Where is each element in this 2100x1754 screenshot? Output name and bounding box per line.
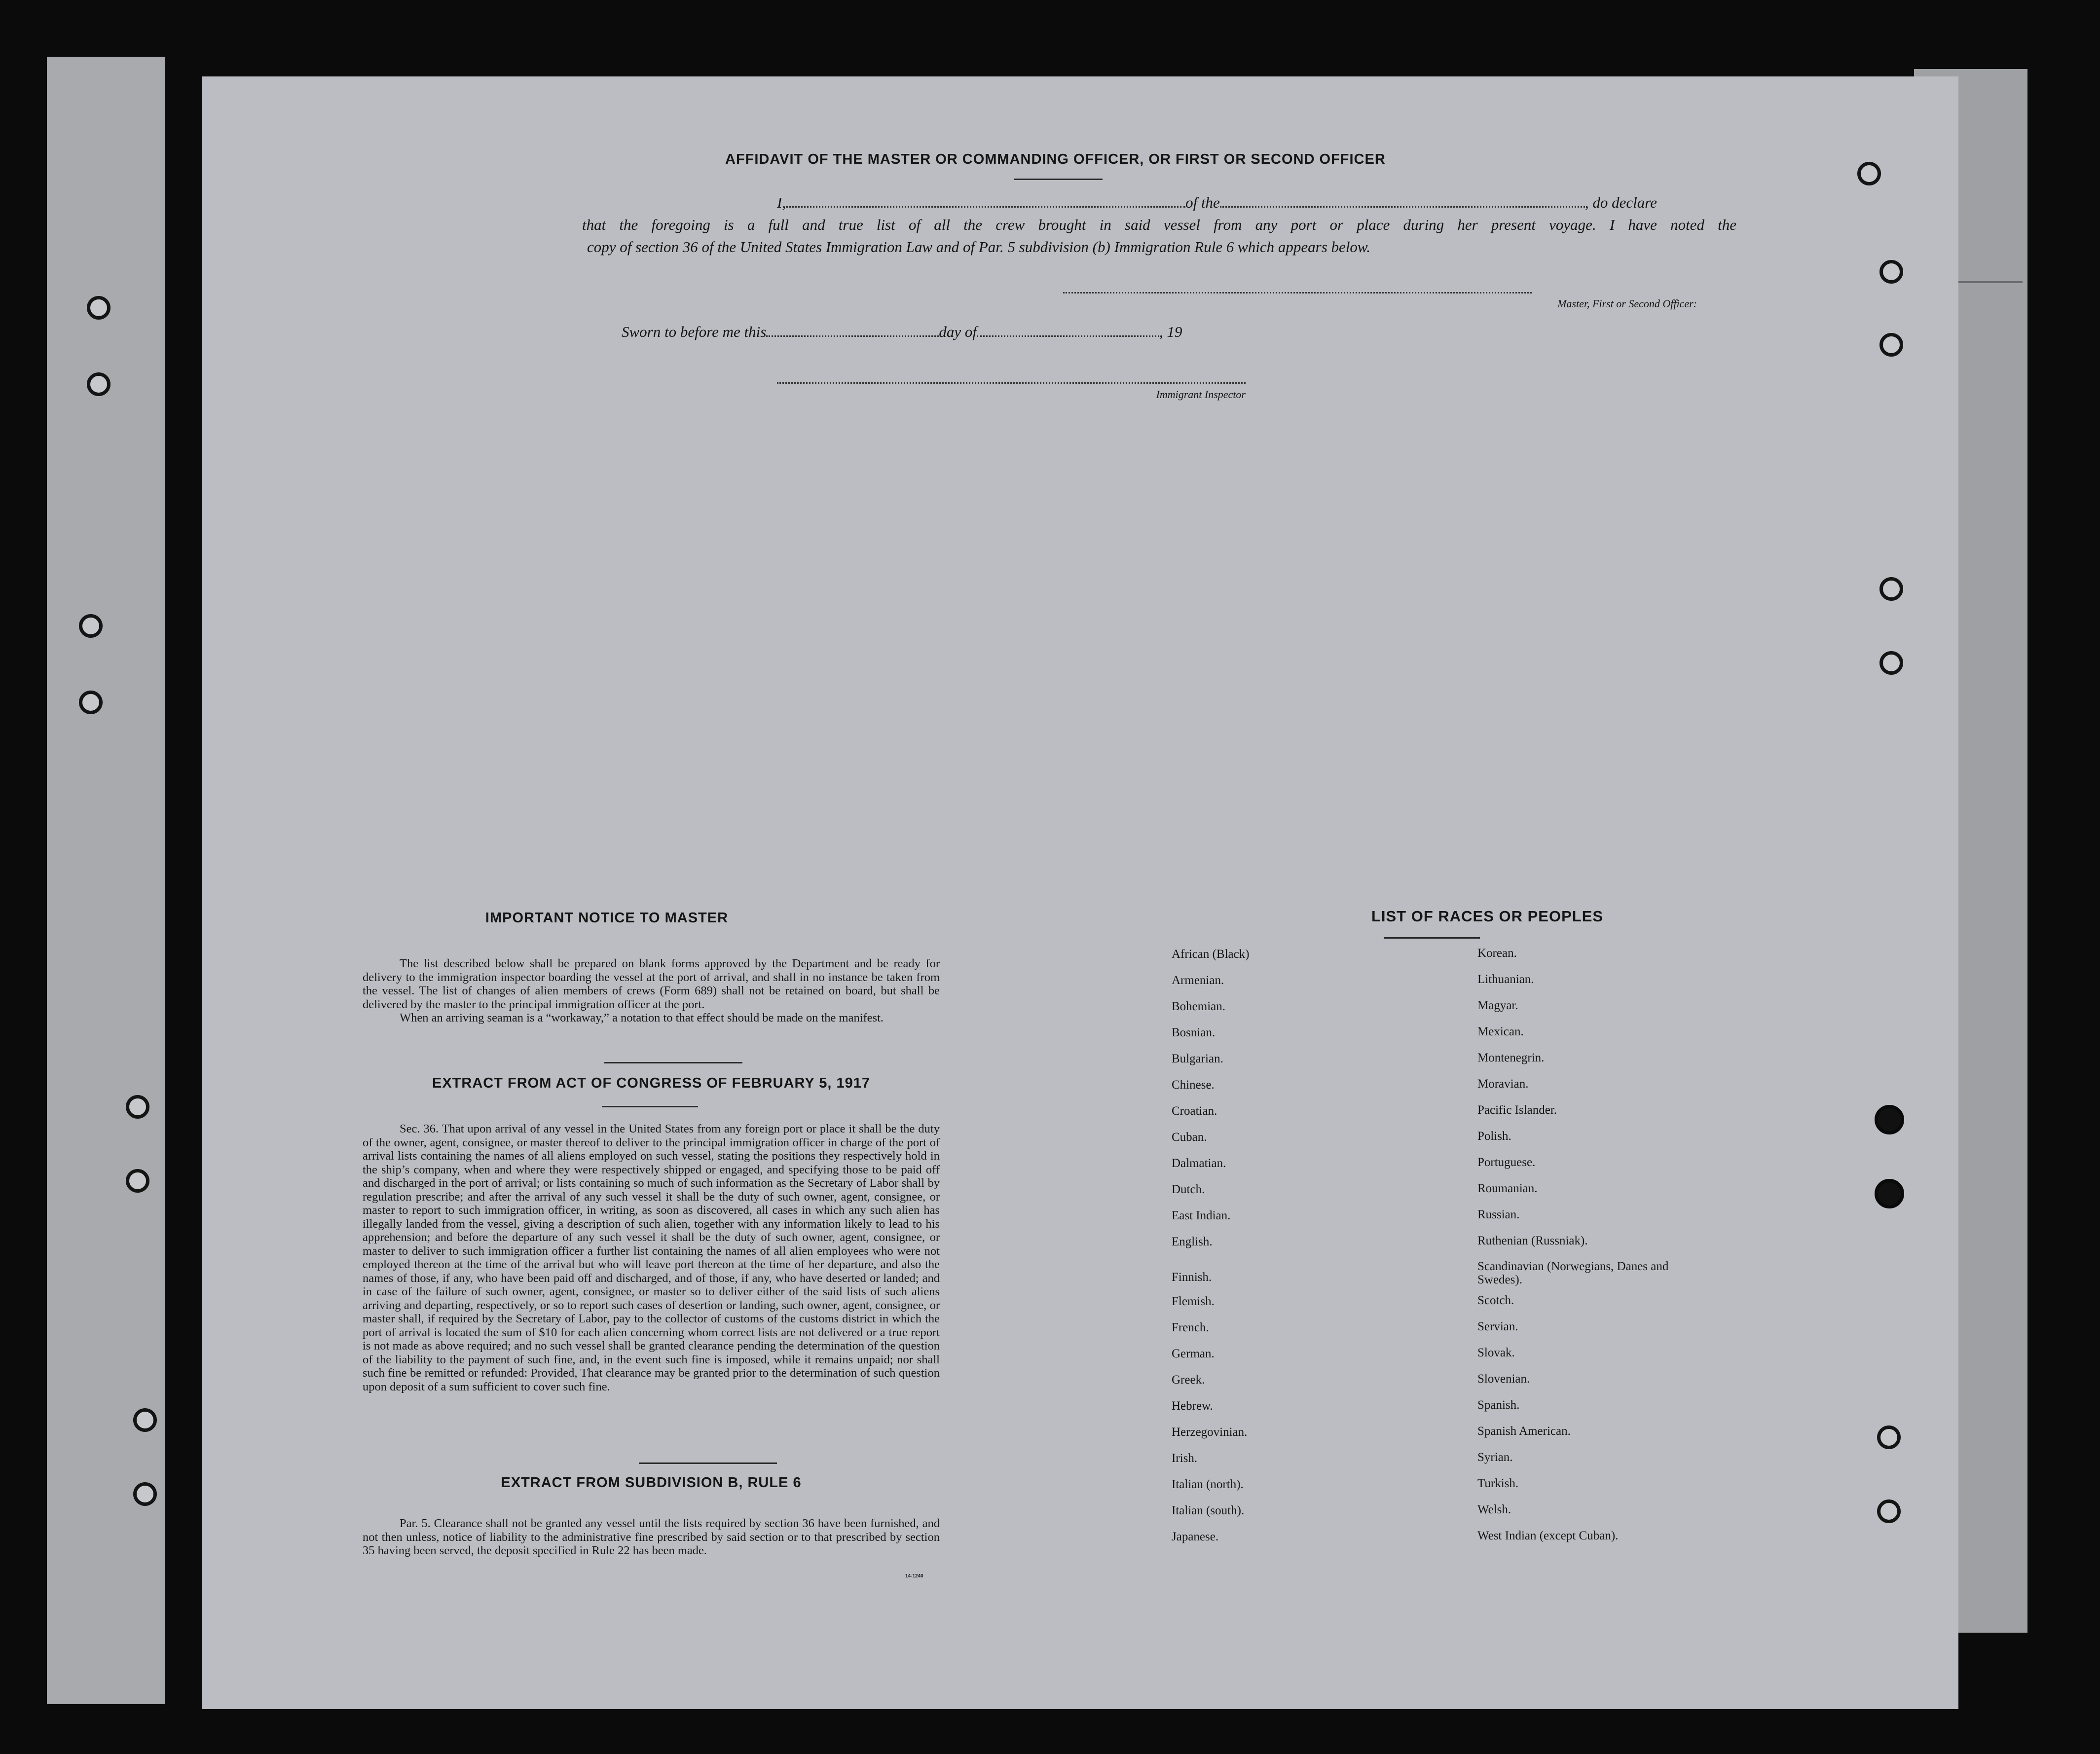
race-item: Italian (south). xyxy=(1172,1504,1245,1517)
sworn-month-field[interactable] xyxy=(977,335,1159,337)
extract-rule-body xyxy=(363,1517,940,1558)
divider xyxy=(602,1106,698,1107)
extract-act-title: EXTRACT FROM ACT OF CONGRESS OF FEBRUARY 5, 1917 xyxy=(432,1075,871,1091)
race-item: Lithuanian. xyxy=(1477,973,1534,986)
race-item: French. xyxy=(1172,1321,1209,1334)
vessel-field[interactable] xyxy=(1220,206,1585,208)
divider xyxy=(1384,937,1480,939)
affidavit-title: AFFIDAVIT OF THE MASTER OR COMMANDING OFFICER, OR FIRST OR SECOND OFFICER xyxy=(725,151,1386,167)
race-item: Servian. xyxy=(1477,1320,1518,1333)
section-36-text: Sec. 36. That upon arrival of any vessel in the United States from any foreign port or place it shall be the duty of the owner, agent, consignee, or master thereof to deliver to the principal immigration officer in charge of the port of arrival lists containing the names of all aliens employed on such vessel, stating the positions they respectively hold in the ship’s company, when and where they were respectively shipped or engaged, and specifying those to be paid off and discharged in the port of arrival; or lists containing so much of such information as the Secretary of Labor shall by regulation prescribe; and after the arrival of any such vessel it shall be the duty of such owner, agent, consignee, or master to report to such immigration officer, in writing, as soon as discovered, all cases in which any such alien has illegally landed from the vessel, giving a description of such alien, together with any information likely to lead to his apprehension; and before the departure of any such vessel it shall be the duty of such owner, agent, consignee, or master to deliver to such immigration officer a further list containing the names of all alien employees who were not employed thereon at the time of the arrival but who will leave port thereon at the time of her departure, and also the names of those, if any, who have been paid off and discharged, and of those, if any, who have deserted or landed; and in case of the failure of such owner, agent, consignee, or master so to deliver either of the said lists of such aliens arriving and departing, respectively, or so to report such cases of desertion or landing, such owner, agent, consignee, or master shall, if required by the Secretary of Labor, pay to the collector of customs of the customs district in which the port of arrival is located the sum of $10 for each alien concerning whom correct lists are not delivered or a true report is not made as above required; and no such vessel shall be granted clearance pending the determination of the question of the liability to the payment of such fine, and, in the event such fine is imposed, while it remains unpaid; nor shall such fine be remitted or refunded: Provided, That clearance may be granted prior to the determination of such question upon deposit of a sum sufficient to cover such fine. xyxy=(363,1122,940,1393)
race-item: Italian (north). xyxy=(1172,1478,1244,1491)
binder-hole xyxy=(133,1408,157,1432)
binder-hole xyxy=(126,1169,149,1193)
binder-hole xyxy=(1877,1425,1901,1449)
binder-hole xyxy=(133,1482,157,1506)
race-item: Ruthenian (Russniak). xyxy=(1477,1234,1588,1247)
binder-hole xyxy=(1879,260,1903,284)
race-item: Russian. xyxy=(1477,1208,1520,1221)
manifest-page xyxy=(202,76,1958,1709)
race-item: Slovak. xyxy=(1477,1346,1515,1359)
signature-line[interactable] xyxy=(1063,292,1532,293)
race-item: Korean. xyxy=(1477,947,1517,960)
race-item: Mexican. xyxy=(1477,1025,1524,1038)
race-item: Pacific Islander. xyxy=(1477,1103,1557,1117)
race-item: Welsh. xyxy=(1477,1503,1511,1516)
race-item: Chinese. xyxy=(1172,1078,1215,1092)
races-title: LIST OF RACES OR PEOPLES xyxy=(1371,908,1604,925)
race-item: Dalmatian. xyxy=(1172,1157,1226,1170)
race-item: Polish. xyxy=(1477,1130,1511,1143)
name-field[interactable] xyxy=(786,206,1185,208)
binder-hole xyxy=(126,1095,149,1119)
race-item: Greek. xyxy=(1172,1373,1205,1387)
sworn-prefix: Sworn to before me this xyxy=(622,323,767,340)
notice-body xyxy=(363,957,940,1025)
race-item: Irish. xyxy=(1172,1452,1198,1465)
signature-caption: Master, First or Second Officer: xyxy=(1557,297,1697,310)
race-item: Bohemian. xyxy=(1172,1000,1226,1013)
race-item: Spanish American. xyxy=(1477,1425,1571,1438)
race-item: Syrian. xyxy=(1477,1451,1513,1464)
extract-rule-title: EXTRACT FROM SUBDIVISION B, RULE 6 xyxy=(501,1475,802,1491)
race-item: Croatian. xyxy=(1172,1104,1217,1118)
race-item: German. xyxy=(1172,1347,1215,1360)
binder-hole xyxy=(1877,1499,1901,1523)
race-item: Dutch. xyxy=(1172,1183,1205,1196)
inspector-signature-line[interactable] xyxy=(777,382,1246,384)
race-item: Bosnian. xyxy=(1172,1026,1216,1039)
sworn-day-field[interactable] xyxy=(766,335,939,337)
race-item: Turkish. xyxy=(1477,1477,1519,1490)
divider xyxy=(604,1062,742,1063)
sworn-year: , 19 xyxy=(1159,323,1182,340)
race-item: Magyar. xyxy=(1477,999,1518,1012)
notice-title: IMPORTANT NOTICE TO MASTER xyxy=(485,910,729,926)
race-item: Scotch. xyxy=(1477,1294,1514,1307)
race-item: English. xyxy=(1172,1235,1213,1248)
race-item: Spanish. xyxy=(1477,1398,1520,1412)
race-item: Flemish. xyxy=(1172,1295,1215,1308)
divider xyxy=(639,1462,777,1464)
race-item: Finnish. xyxy=(1172,1271,1212,1284)
binder-hole xyxy=(79,691,103,714)
affidavit-line-2: that the foregoing is a full and true list of all the crew brought in said vessel from any port or place during her present voyage. I have noted the xyxy=(582,216,1736,233)
race-item: Montenegrin. xyxy=(1477,1051,1545,1064)
binder-hole xyxy=(1875,1179,1904,1208)
divider xyxy=(1014,179,1103,180)
sworn-day-of: day of xyxy=(939,323,977,340)
race-item: Roumanian. xyxy=(1477,1182,1538,1195)
form-number: 14-1240 xyxy=(905,1573,923,1579)
race-item: West Indian (except Cuban). xyxy=(1477,1529,1619,1542)
race-item: Herzegovinian. xyxy=(1172,1425,1248,1439)
race-item: Moravian. xyxy=(1477,1077,1529,1091)
binder-hole xyxy=(87,372,111,396)
affidavit-line-1 xyxy=(777,194,1734,212)
binder-hole xyxy=(1857,162,1881,185)
race-item: Hebrew. xyxy=(1172,1399,1213,1413)
notice-paragraph-1: The list described below shall be prepared on blank forms approved by the Department and be ready for delivery to the immigration inspector boarding the vessel at the port of arrival, and shall in no instance be taken from the vessel. The list of changes of alien members of crews (Form 689) shall not be retained on board, but shall be delivered by the master to the principal immigration officer at the port. xyxy=(363,957,940,1011)
binder-hole xyxy=(1879,577,1903,601)
binder-hole xyxy=(87,296,111,320)
inspector-caption: Immigrant Inspector xyxy=(1156,388,1246,401)
race-item: African (Black) xyxy=(1172,948,1250,961)
races-right-column xyxy=(1477,946,1734,1555)
affidavit-declare: , do declare xyxy=(1584,194,1657,211)
race-item: Bulgarian. xyxy=(1172,1052,1223,1065)
paragraph-5-text: Par. 5. Clearance shall not be granted any vessel until the lists required by section 36 have been furnished, and not then unless, notice of liability to the administrative fine prescribed by said section or to that prescribed by section 35 having been served, the deposit specified in Rule 22 has been made. xyxy=(363,1517,940,1557)
race-item: Slovenian. xyxy=(1477,1372,1530,1386)
sworn-line xyxy=(622,323,1182,341)
affidavit-of-the: of the xyxy=(1185,194,1220,211)
notice-paragraph-2: When an arriving seaman is a “workaway,” a notation to that effect should be made on the manifest. xyxy=(400,1011,884,1024)
race-item: Cuban. xyxy=(1172,1131,1207,1144)
binder-hole xyxy=(1875,1105,1904,1134)
race-item: Portuguese. xyxy=(1477,1156,1536,1169)
binder-hole xyxy=(1879,651,1903,675)
affidavit-line-3: copy of section 36 of the United States Immigration Law and of Par. 5 subdivision (b) Immigration Rule 6 which appears below. xyxy=(587,238,1371,256)
race-item: East Indian. xyxy=(1172,1209,1231,1222)
races-left-column xyxy=(1172,947,1428,1556)
race-item: Japanese. xyxy=(1172,1530,1219,1543)
race-item: Armenian. xyxy=(1172,974,1224,987)
race-item: Scandinavian (Norwegians, Danes and Swedes). xyxy=(1477,1260,1669,1286)
binder-hole xyxy=(79,614,103,638)
binder-hole xyxy=(1879,333,1903,357)
affidavit-i: I, xyxy=(777,194,786,211)
extract-act-body xyxy=(363,1122,940,1393)
